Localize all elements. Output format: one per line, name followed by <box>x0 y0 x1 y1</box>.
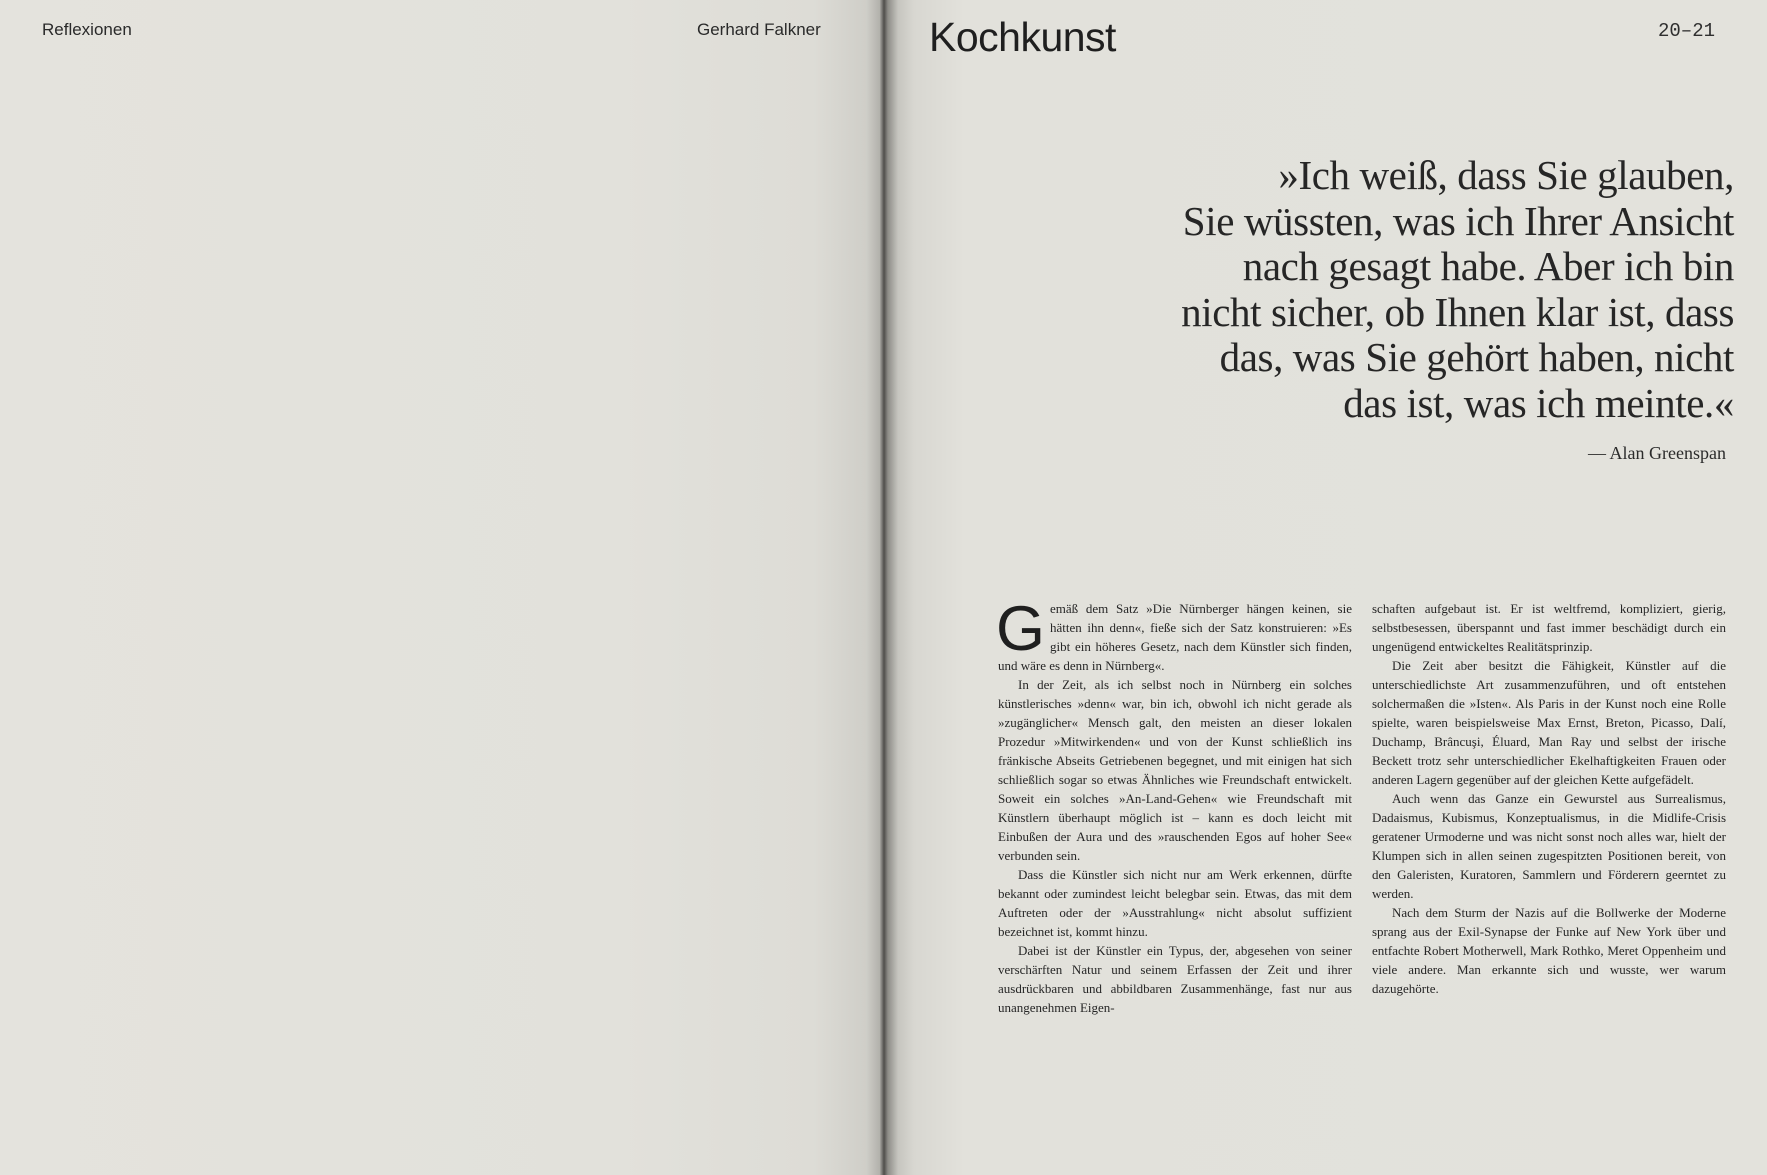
quote-line: Sie wüssten, was ich Ihrer Ansicht <box>1182 197 1734 244</box>
article-column-left <box>996 594 1352 1017</box>
quote-line: nicht sicher, ob Ihnen klar ist, dass <box>1181 288 1734 335</box>
book-gutter <box>880 0 888 1175</box>
drop-cap: G <box>996 594 1046 664</box>
paragraph: schaften aufgebaut ist. Er ist weltfremd, kompliziert, gierig, selbstbesessen, überspannt und fast immer beschädigt durch ein ungenügend entwickeltes Realitätsprinzip. <box>1372 601 1726 654</box>
quote-attribution: — Alan Greenspan <box>1588 443 1726 463</box>
paragraph: Nach dem Sturm der Nazis auf die Bollwerke der Moderne sprang aus der Exil-Synapse der Funke auf New York über und entfachte Robert Motherwell, Mark Rothko, Meret Oppenheim und viele andere. Man erkannte sich und wusste, wer warum dazugehörte. <box>1372 905 1726 996</box>
quote-line: das, was Sie gehört haben, nicht <box>1219 334 1734 380</box>
quote-line: »Ich weiß, dass Sie glauben, <box>1278 152 1734 198</box>
quote-line: das ist, was ich meinte.« <box>1343 379 1734 426</box>
article-column-right <box>1372 599 1726 998</box>
paragraph: Dass die Künstler sich nicht nur am Werk erkennen, dürfte bekannt oder zumindest leicht belegbar sein. Etwas, das mit dem Auftreten oder der »Ausstrahlung« nicht absolut suffizient bezeichnet ist, kommt hinzu. <box>998 867 1352 939</box>
page-numbers: 20–21 <box>1658 20 1716 42</box>
paragraph: In der Zeit, als ich selbst noch in Nürnberg ein solches künstlerisches »denn« war, bin ich, obwohl ich nicht gerade als »zugänglicher« Mensch galt, den meisten an dieser lokalen Prozedur »Mitwirkenden« und von der Kunst schließlich ins fränkische Abseits Getriebenen begegnet, und mit einigen hat sich schließlich sogar so etwas Ähnliches wie Freundschaft entwickelt. Soweit ein solches »An-Land-Gehen« wie Freundschaft mit Künstlern überhaupt möglich ist – kann es doch leicht mit Einbußen der Aura und des »rauschenden Egos auf hoher See« verbunden sein. <box>998 677 1352 863</box>
chapter-title: Kochkunst <box>929 14 1116 60</box>
author-name: Gerhard Falkner <box>697 20 821 39</box>
paragraph: Dabei ist der Künstler ein Typus, der, abgesehen von seiner verschärften Natur und seinem Erfassen der Zeit und ihrer ausdrückbaren und abbildbaren Zusammenhänge, fast nur aus unangenehmen Eigen- <box>998 943 1352 1015</box>
paragraph <box>996 594 1352 675</box>
paragraph-text: emäß dem Satz »Die Nürnberger hängen keinen, sie hätten ihn denn«, fieße sich der Satz konstruieren: »Es gibt ein höheres Gesetz, nach dem Künstler sich finden, und wäre es denn in Nürnberg«. <box>998 601 1352 673</box>
quote-line: nach gesagt habe. Aber ich bin <box>1242 243 1734 289</box>
paragraph: Auch wenn das Ganze ein Gewurstel aus Surrealismus, Dadaismus, Kubismus, Konzeptualismus, in die Midlife-Crisis geratener Urmoderne und was nicht sonst noch alles war, hielt der Klumpen sich in allen seinen zugespitzten Positionen bereit, von den Galeristen, Kuratoren, Sammlern und Förderern geerntet zu werden. <box>1372 791 1726 901</box>
pull-quote <box>1000 153 1734 426</box>
section-label: Reflexionen <box>42 20 132 39</box>
paragraph: Die Zeit aber besitzt die Fähigkeit, Künstler auf die unterschiedlichste Art zusammenzuführen, und oft entstehen solchermaßen die »Isten«. Als Paris in der Kunst noch eine Rolle spielte, waren beispielsweise Max Ernst, Breton, Picasso, Dalí, Duchamp, Brâncuşi, Éluard, Man Ray und selbst der irische Beckett trotz sehr unterschiedlicher Ekelhaftigkeiten Frauen oder anderen Lagern gegenüber auf der gleichen Kette aufgefädelt. <box>1372 658 1726 787</box>
